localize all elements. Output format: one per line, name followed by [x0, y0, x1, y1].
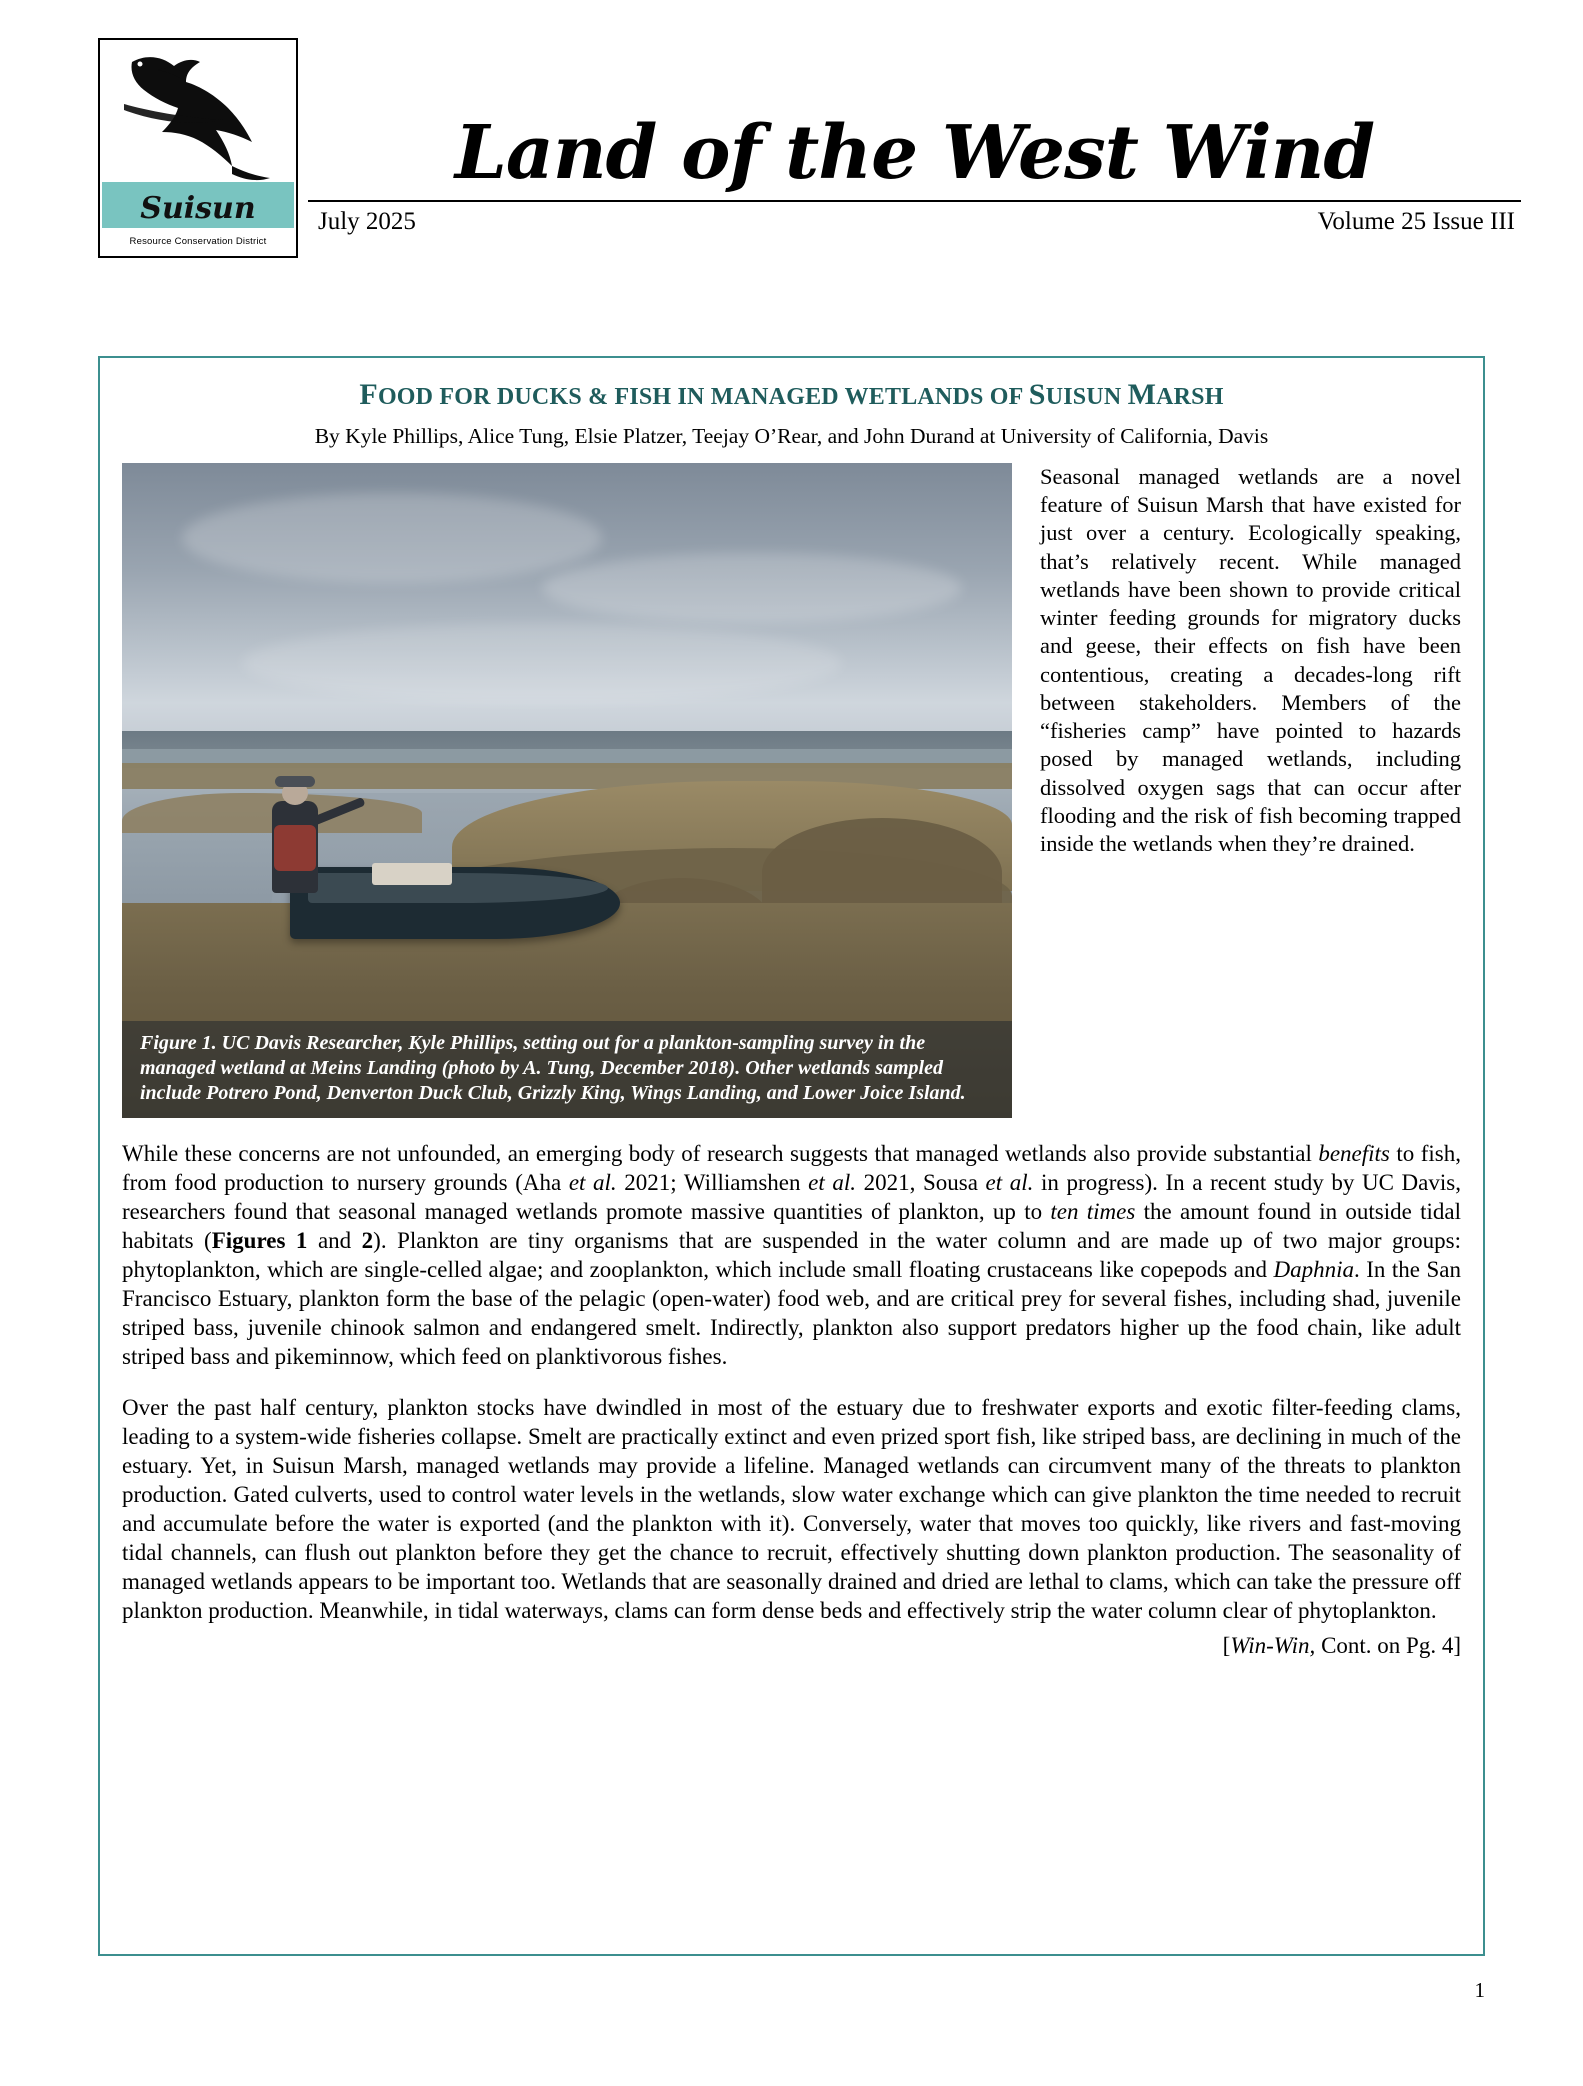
article-frame	[98, 356, 1485, 1956]
article-byline: By Kyle Phillips, Alice Tung, Elsie Platzer, Teejay O’Rear, and John Durand at University of California, Davis	[314, 424, 1269, 448]
p2-emph-ten-times: ten times	[1050, 1198, 1136, 1224]
contd-open: [	[1222, 1632, 1231, 1658]
p2-run-3: 2021; Williamshen	[616, 1169, 809, 1195]
p2-figref-2: 2	[361, 1227, 374, 1253]
body-paragraph-2	[122, 1140, 1461, 1372]
logo-script-text: Suisun	[140, 191, 256, 226]
photo-cloud	[242, 623, 842, 703]
headline-cap-m: M	[1127, 378, 1157, 411]
p2-run-4: 2021, Sousa	[855, 1169, 986, 1195]
headline-text-2: UISUN	[1045, 384, 1128, 410]
p2-etal-2: et al.	[808, 1169, 856, 1195]
logo-org-band	[102, 228, 294, 254]
figure-1-photo	[122, 463, 1012, 1118]
p2-run-5: in progress). In a recent study by UC Davis, researchers found that seasonal managed wetlands promote massive quantities of plankton, up to	[122, 1169, 1461, 1224]
newsletter-title: Land of the West Wind	[454, 110, 1375, 196]
p2-etal-1: et al.	[568, 1169, 617, 1195]
p2-run-1: While these concerns are not unfounded, an emerging body of research suggests that managed wetlands also provide substantial	[122, 1141, 1319, 1166]
photo-researcher-vest	[274, 825, 316, 871]
photo-cloud	[182, 493, 602, 583]
issue-volume: Volume 25 Issue III	[1317, 208, 1515, 235]
p2-run-2: to fish, from food production to nursery grounds (Aha	[122, 1141, 1462, 1195]
figure-column	[122, 463, 1022, 1118]
photo-sampling-gear	[372, 863, 452, 885]
photo-canoe-interior	[308, 873, 608, 903]
p2-emph-benefits: benefits	[1318, 1141, 1390, 1166]
newsletter-page	[0, 38, 1583, 2086]
organization-logo	[98, 38, 298, 258]
photo-cloud	[542, 553, 962, 623]
photo-researcher-hat	[275, 776, 315, 787]
top-two-column-area	[122, 463, 1461, 1118]
masthead-title-area	[308, 38, 1521, 236]
headline-text-3: ARSH	[1156, 384, 1224, 410]
intro-paragraph: Seasonal managed wetlands are a novel feature of Suisun Marsh that have existed for just over a century. Ecologically speaking, that’s relatively recent. While managed wetlands have been shown to provide critical winter feeding grounds for migratory ducks and geese, their effects on fish have been contentious, creating a decades-long rift between stakeholders. Members of the “fisheries camp” have pointed to hazards posed by managed wetlands, including dissolved oxygen sags that can occur after flooding and the risk of fish becoming trapped inside the wetlands when they’re drained.	[1040, 464, 1461, 857]
p2-etal-3: et al.	[985, 1169, 1034, 1195]
headline-text-1: OOD FOR DUCKS & FISH IN MANAGED WETLANDS OF	[377, 384, 1029, 410]
article-headline	[122, 378, 1461, 412]
issue-line	[308, 202, 1521, 236]
contd-rest: Cont. on Pg. 4]	[1315, 1632, 1461, 1658]
article-body	[122, 1140, 1461, 1660]
p2-run-9: . In the San Francisco Estuary, plankton form the base of the pelagic (open-water) food web, and are critical prey for several fishes, including shad, juvenile striped bass, juvenile chinook salmon and endangered smelt. Indirectly, plankton also support predators higher up the food chain, like adult striped bass and pikeminnow, which feed on planktivorous fishes.	[122, 1256, 1462, 1369]
p2-run-7: and	[307, 1227, 362, 1253]
continued-note	[122, 1632, 1461, 1661]
headline-cap-s: S	[1028, 378, 1046, 411]
body-paragraph-3: Over the past half century, plankton stocks have dwindled in most of the estuary due to freshwater exports and exotic filter-feeding clams, leading to a system-wide fisheries collapse. Smelt are practically extinct and even prized sport fish, like striped bass, are declining in much of the estuary. Yet, in Suisun Marsh, managed wetlands may provide a lifeline. Managed wetlands can circumvent many of the threats to plankton production. Gated culverts, used to control water levels in the wetlands, slow water exchange which can give plankton the time needed to recruit and accumulate before the water is exported (and the plankton with it). Conversely, water that moves too quickly, like rivers and fast-moving tidal channels, can flush out plankton before they get the chance to recruit, effectively shutting down plankton production. The seasonality of managed wetlands appears to be important too. Wetlands that are seasonally drained and dried are lethal to clams, which can take the pressure off plankton production. Meanwhile, in tidal waterways, clams can form dense beds and effectively strip the water column clear of phytoplankton.	[122, 1394, 1461, 1623]
figure-1-caption: Figure 1. UC Davis Researcher, Kyle Phillips, setting out for a plankton-sampling survey in the managed wetland at Meins Landing (photo by A. Tung, December 2018). Other wetlands sampled include Potrero Pond, Denverton Duck Club, Grizzly King, Wings Landing, and Lower Joice Island.	[122, 1021, 1012, 1118]
p2-emph-daphnia: Daphnia	[1273, 1256, 1354, 1282]
contd-title: Win-Win,	[1230, 1632, 1316, 1658]
p2-run-6: the amount found in outside tidal habitats (	[122, 1198, 1461, 1253]
flying-heron-icon	[112, 46, 288, 186]
masthead	[98, 38, 1521, 278]
p2-figref-1: Figures 1	[211, 1227, 308, 1253]
logo-org-name: Resource Conservation District	[129, 235, 267, 247]
headline-cap-f: F	[359, 378, 378, 411]
page-number: 1	[1474, 1978, 1485, 2002]
issue-date: July 2025	[318, 208, 416, 235]
p2-run-8: ). Plankton are tiny organisms that are suspended in the water column and are made up of two major groups: phytoplankton, which are single-celled algae; and zooplankton, which include small floating crustaceans like copepods and	[122, 1227, 1461, 1282]
